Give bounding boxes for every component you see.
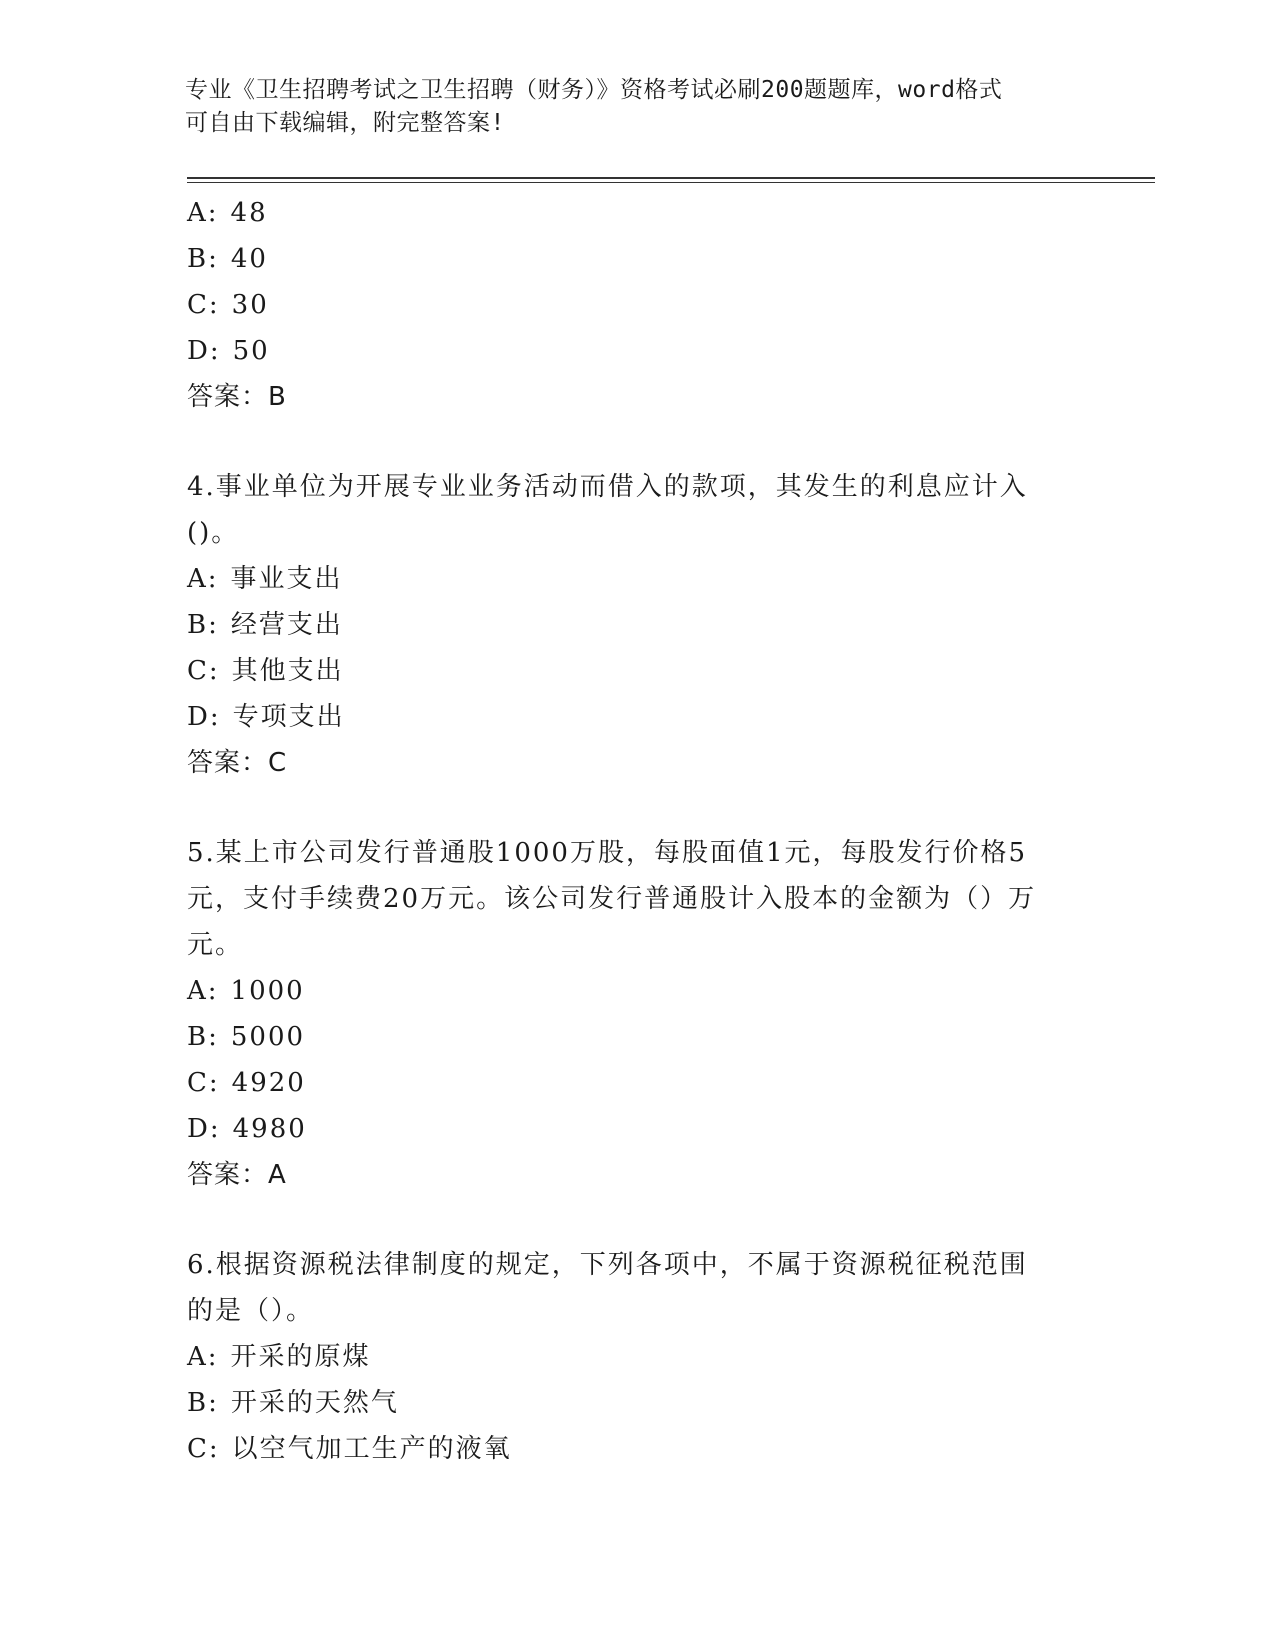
option-letter: A:	[187, 564, 219, 594]
option-letter: C:	[187, 1068, 220, 1098]
question-list	[187, 190, 1087, 1472]
option-text: 30	[231, 290, 269, 320]
question-stem: 元。	[187, 930, 244, 960]
spacer	[187, 786, 1087, 830]
option-a	[187, 968, 1087, 1014]
option-c	[187, 648, 1087, 694]
option-d	[187, 694, 1087, 740]
option-text: 开采的原煤	[230, 1342, 371, 1372]
option-text: 以空气加工生产的液氧	[231, 1434, 512, 1464]
option-letter: A:	[187, 1342, 219, 1372]
header-divider-thin	[187, 182, 1155, 183]
option-d	[187, 328, 1087, 374]
option-letter: B:	[187, 244, 219, 274]
option-text: 开采的天然气	[230, 1388, 399, 1418]
question-stem: 5.某上市公司发行普通股1000万股，每股面值1元，每股发行价格5	[187, 838, 1028, 868]
option-text: 5000	[230, 1022, 306, 1052]
option-c	[187, 1060, 1087, 1106]
option-b	[187, 1380, 1087, 1426]
option-c	[187, 1426, 1087, 1472]
option-b	[187, 602, 1087, 648]
question-6	[187, 1242, 1087, 1472]
question-stem: 4.事业单位为开展专业业务活动而借入的款项，其发生的利息应计入	[187, 472, 1028, 502]
option-text: 4980	[232, 1114, 307, 1144]
option-text: 40	[230, 244, 268, 274]
option-letter: D:	[187, 336, 221, 366]
option-d	[187, 1106, 1087, 1152]
answer-line: 答案：C	[187, 748, 288, 778]
option-text: 专项支出	[232, 702, 345, 732]
option-b	[187, 1014, 1087, 1060]
spacer	[187, 420, 1087, 464]
option-text: 经营支出	[230, 610, 343, 640]
option-letter: A:	[187, 198, 219, 228]
option-b	[187, 236, 1087, 282]
option-letter: B:	[187, 1022, 219, 1052]
option-text: 其他支出	[231, 656, 344, 686]
answer-line: 答案：A	[187, 1160, 287, 1190]
question-4	[187, 464, 1087, 786]
question-stem: ()。	[187, 518, 240, 548]
question-3	[187, 190, 1087, 420]
answer-line: 答案：B	[187, 382, 287, 412]
question-stem: 元，支付手续费20万元。该公司发行普通股计入股本的金额为（）万	[187, 884, 1037, 914]
header-divider-thick	[187, 177, 1155, 179]
option-letter: C:	[187, 290, 220, 320]
header-title-line-1: 专业《卫生招聘考试之卫生招聘（财务）》资格考试必刷200题题库，word格式	[185, 77, 1003, 103]
question-stem: 6.根据资源税法律制度的规定，下列各项中，不属于资源税征税范围	[187, 1250, 1028, 1280]
spacer	[187, 1198, 1087, 1242]
option-a	[187, 556, 1087, 602]
option-text: 4920	[231, 1068, 306, 1098]
option-letter: D:	[187, 702, 221, 732]
option-letter: B:	[187, 610, 219, 640]
option-letter: C:	[187, 656, 220, 686]
question-5	[187, 830, 1087, 1198]
option-letter: A:	[187, 976, 219, 1006]
header-title-line-2: 可自由下载编辑，附完整答案!	[185, 110, 505, 136]
option-text: 50	[232, 336, 270, 366]
option-a	[187, 190, 1087, 236]
question-stem: 的是（）。	[187, 1296, 315, 1326]
option-text: 事业支出	[230, 564, 343, 594]
document-header	[185, 74, 1065, 140]
option-c	[187, 282, 1087, 328]
option-a	[187, 1334, 1087, 1380]
option-text: 1000	[230, 976, 305, 1006]
option-letter: D:	[187, 1114, 221, 1144]
option-letter: C:	[187, 1434, 220, 1464]
option-letter: B:	[187, 1388, 219, 1418]
option-text: 48	[230, 198, 268, 228]
